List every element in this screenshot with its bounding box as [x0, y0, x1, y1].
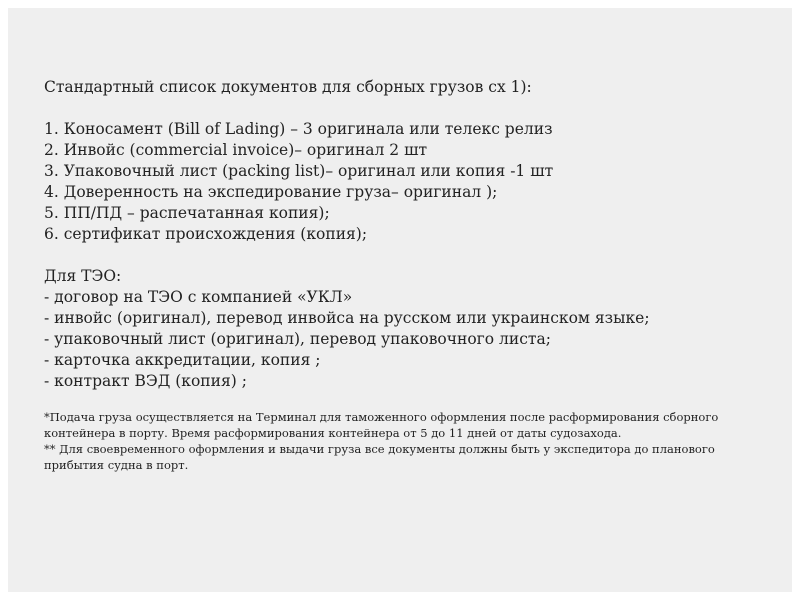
document-item-4: 4. Доверенность на экспедирование груза– оригинал );	[44, 183, 498, 201]
footnote-2: ** Для своевременного оформления и выдачи груза все документы должны быть у экспедитора до планового прибытия судна в порт.	[44, 442, 715, 472]
document-item-5: 5. ПП/ПД – распечатанная копия);	[44, 204, 330, 222]
teo-item-5: - контракт ВЭД (копия) ;	[44, 372, 247, 390]
teo-item-1: - договор на ТЭО с компанией «УКЛ»	[44, 288, 353, 306]
document-list	[44, 119, 774, 245]
document-item-2: 2. Инвойс (commercial invoice)– оригинал 2 шт	[44, 141, 428, 159]
footnotes	[44, 409, 764, 473]
teo-list	[44, 287, 774, 392]
document-heading: Стандартный список документов для сборных грузов сх 1):	[44, 78, 532, 96]
slide-content	[44, 77, 774, 473]
slide-background	[8, 8, 792, 592]
document-item-3: 3. Упаковочный лист (packing list)– оригинал или копия -1 шт	[44, 162, 554, 180]
teo-item-2: - инвойс (оригинал), перевод инвойса на русском или украинском языке;	[44, 309, 650, 327]
footnote-1: *Подача груза осуществляется на Терминал для таможенного оформления после расформирования сборного контейнера в порту. Время расформирования контейнера от 5 до 11 дней от даты судозахода.	[44, 410, 719, 440]
teo-item-4: - карточка аккредитации, копия ;	[44, 351, 321, 369]
document-item-1: 1. Коносамент (Bill of Lading) – 3 оригинала или телекс релиз	[44, 120, 553, 138]
teo-item-3: - упаковочный лист (оригинал), перевод упаковочного листа;	[44, 330, 551, 348]
document-item-6: 6. сертификат происхождения (копия);	[44, 225, 368, 243]
teo-heading: Для ТЭО:	[44, 267, 122, 285]
